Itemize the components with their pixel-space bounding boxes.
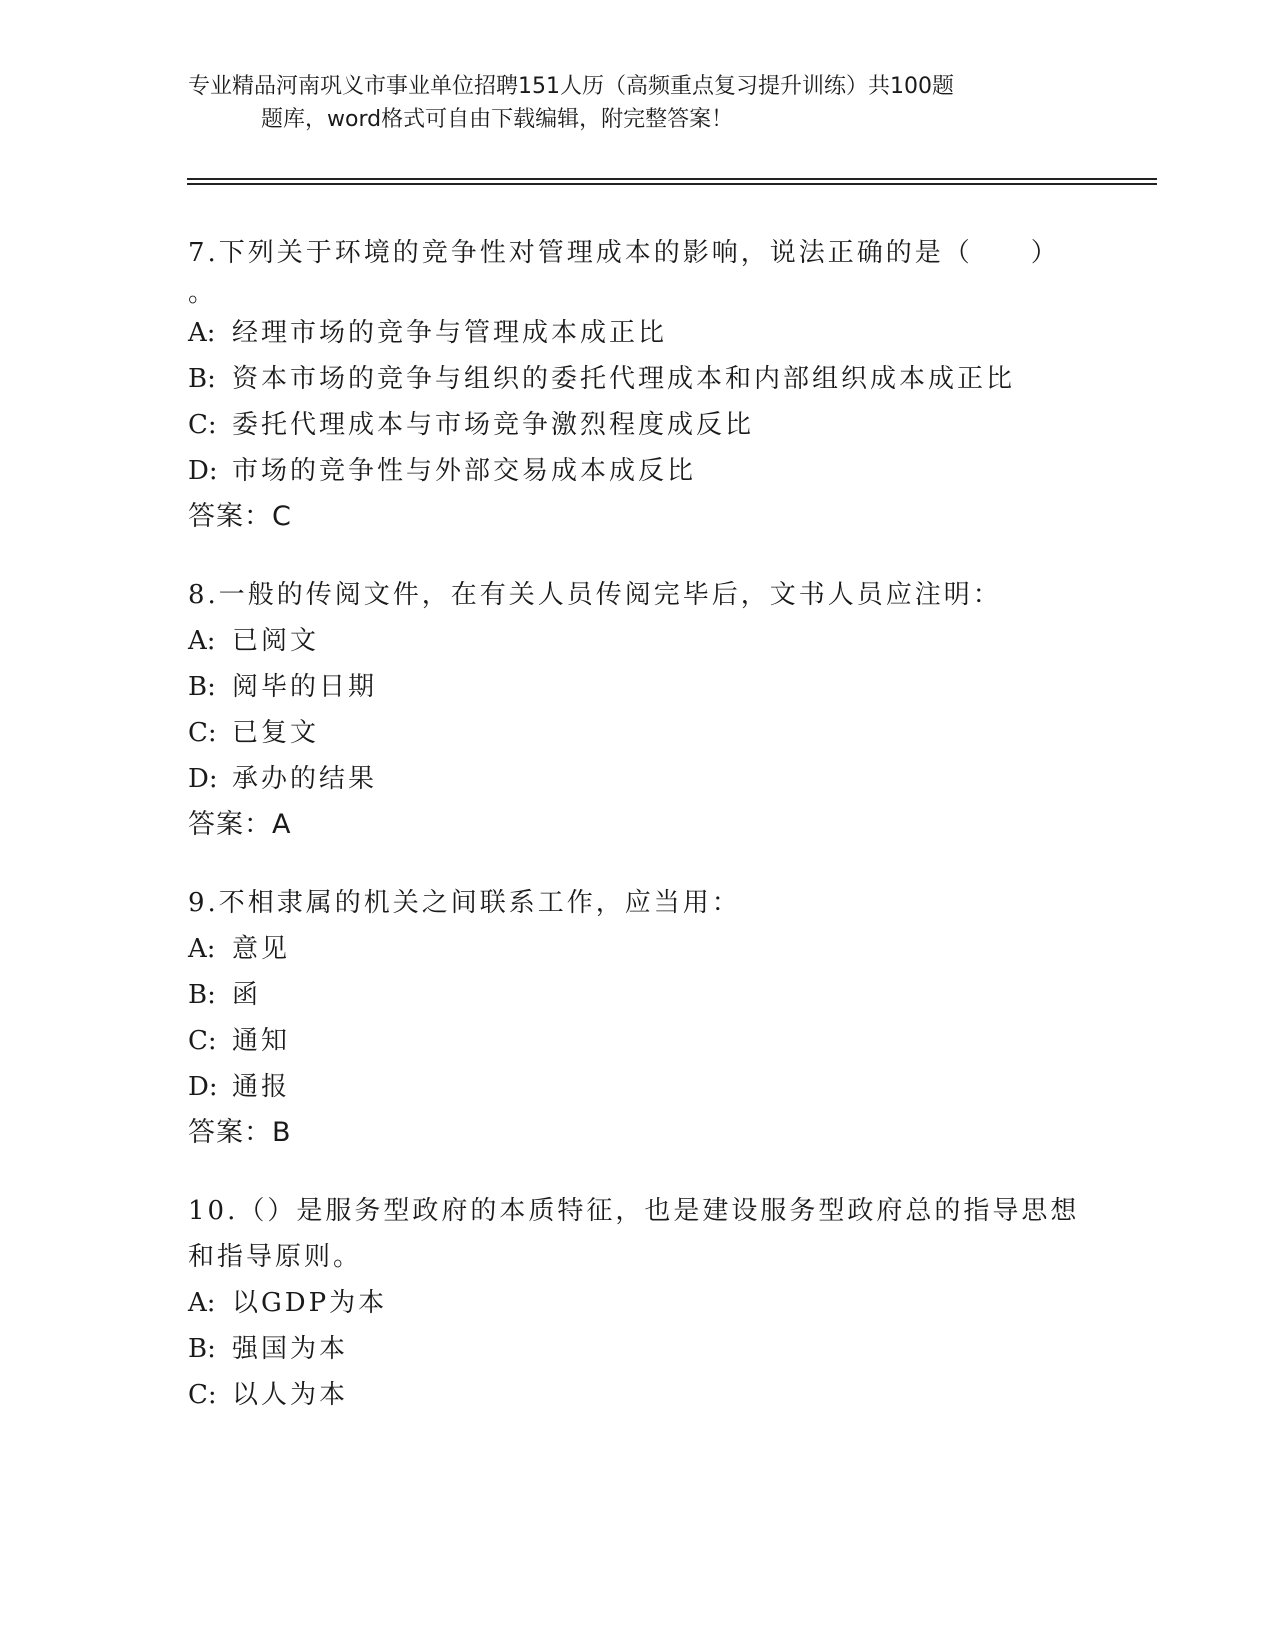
header-title-line1: 专业精品河南巩义市事业单位招聘151人历（高频重点复习提升训练）共100题: [188, 74, 954, 99]
header-divider-top: [187, 178, 1157, 180]
option-key: D:: [188, 1072, 218, 1102]
option-text: 以GDP为本: [232, 1288, 388, 1318]
option-text: 意见: [232, 934, 291, 964]
option-text: 通知: [232, 1026, 291, 1056]
option-key: A:: [188, 1288, 216, 1318]
question-text-line1: 10.（）是服务型政府的本质特征，也是建设服务型政府总的指导思想: [188, 1196, 1080, 1226]
option-text: 函: [232, 980, 262, 1010]
answer-line: 答案：A: [188, 809, 292, 840]
question-9: [188, 880, 1088, 1156]
option-b: [188, 972, 1088, 1018]
option-text: 承办的结果: [232, 764, 378, 794]
option-c: [188, 710, 1088, 756]
option-text: 经理市场的竞争与管理成本成正比: [232, 318, 668, 348]
option-key: C:: [188, 1026, 217, 1056]
header-title-line2: 题库，word格式可自由下载编辑，附完整答案！: [261, 107, 734, 132]
option-b: [188, 356, 1088, 402]
question-text-line2: 和指导原则。: [188, 1242, 363, 1272]
option-a: [188, 618, 1088, 664]
question-text: 7.下列关于环境的竞争性对管理成本的影响，说法正确的是（ ）: [188, 238, 1060, 268]
question-8: [188, 572, 1088, 848]
option-text: 阅毕的日期: [232, 672, 378, 702]
option-key: A:: [188, 318, 216, 348]
option-key: C:: [188, 718, 217, 748]
option-b: [188, 1326, 1088, 1372]
option-text: 已阅文: [232, 626, 320, 656]
header-divider-bottom: [187, 183, 1157, 185]
option-d: [188, 1064, 1088, 1110]
option-key: C:: [188, 410, 217, 440]
answer-line: 答案：C: [188, 501, 292, 532]
option-key: D:: [188, 456, 218, 486]
option-key: C:: [188, 1380, 217, 1410]
answer-line: 答案：B: [188, 1117, 292, 1148]
option-b: [188, 664, 1088, 710]
question-list: [188, 230, 1088, 1450]
option-text: 强国为本: [232, 1334, 349, 1364]
option-text: 资本市场的竞争与组织的委托代理成本和内部组织成本成正比: [232, 364, 1016, 394]
question-text: 8.一般的传阅文件，在有关人员传阅完毕后，文书人员应注明：: [188, 580, 1002, 610]
option-key: B:: [188, 980, 216, 1010]
option-c: [188, 1018, 1088, 1064]
option-key: A:: [188, 626, 216, 656]
question-text: 9.不相隶属的机关之间联系工作，应当用：: [188, 888, 741, 918]
option-c: [188, 402, 1088, 448]
option-text: 委托代理成本与市场竞争激烈程度成反比: [232, 410, 755, 440]
option-text: 市场的竞争性与外部交易成本成反比: [232, 456, 697, 486]
option-c: [188, 1372, 1088, 1418]
question-7: [188, 230, 1088, 540]
option-text: 通报: [232, 1072, 291, 1102]
question-10: [188, 1188, 1088, 1418]
option-key: B:: [188, 364, 216, 394]
document-header: [188, 70, 1068, 136]
option-a: [188, 1280, 1088, 1326]
option-key: D:: [188, 764, 218, 794]
option-key: A:: [188, 934, 216, 964]
option-key: B:: [188, 1334, 216, 1364]
question-trailing-punctuation: 。: [188, 278, 215, 308]
option-text: 已复文: [232, 718, 320, 748]
option-d: [188, 756, 1088, 802]
option-a: [188, 310, 1088, 356]
option-d: [188, 448, 1088, 494]
option-key: B:: [188, 672, 216, 702]
option-text: 以人为本: [232, 1380, 349, 1410]
option-a: [188, 926, 1088, 972]
